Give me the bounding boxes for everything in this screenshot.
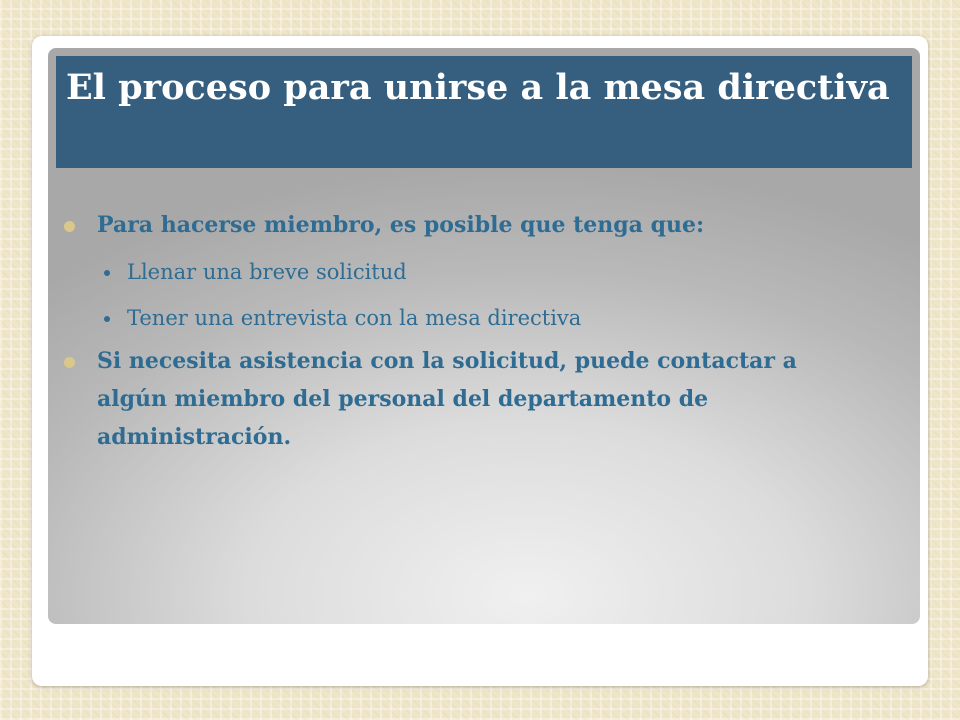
bullet-list: [64, 206, 824, 456]
bullet-item: [64, 206, 824, 244]
sub-bullet-item: [64, 306, 824, 330]
bullet-text: Para hacerse miembro, es posible que tenga que:: [97, 212, 705, 238]
sub-bullet-item: [64, 260, 824, 284]
slide-title: El proceso para unirse a la mesa directiva: [66, 67, 890, 108]
round-bullet-icon: [64, 357, 75, 368]
sub-bullet-text: Tener una entrevista con la mesa directiva: [127, 306, 582, 330]
bullet-text: Si necesita asistencia con la solicitud, puede contactar a algún miembro del personal del departamento de administración.: [97, 348, 797, 450]
bullet-item: [64, 342, 824, 456]
small-dot-icon: [104, 270, 110, 276]
round-bullet-icon: [64, 221, 75, 232]
small-dot-icon: [104, 316, 110, 322]
sub-bullet-text: Llenar una breve solicitud: [127, 260, 407, 284]
title-bar: [56, 56, 912, 168]
